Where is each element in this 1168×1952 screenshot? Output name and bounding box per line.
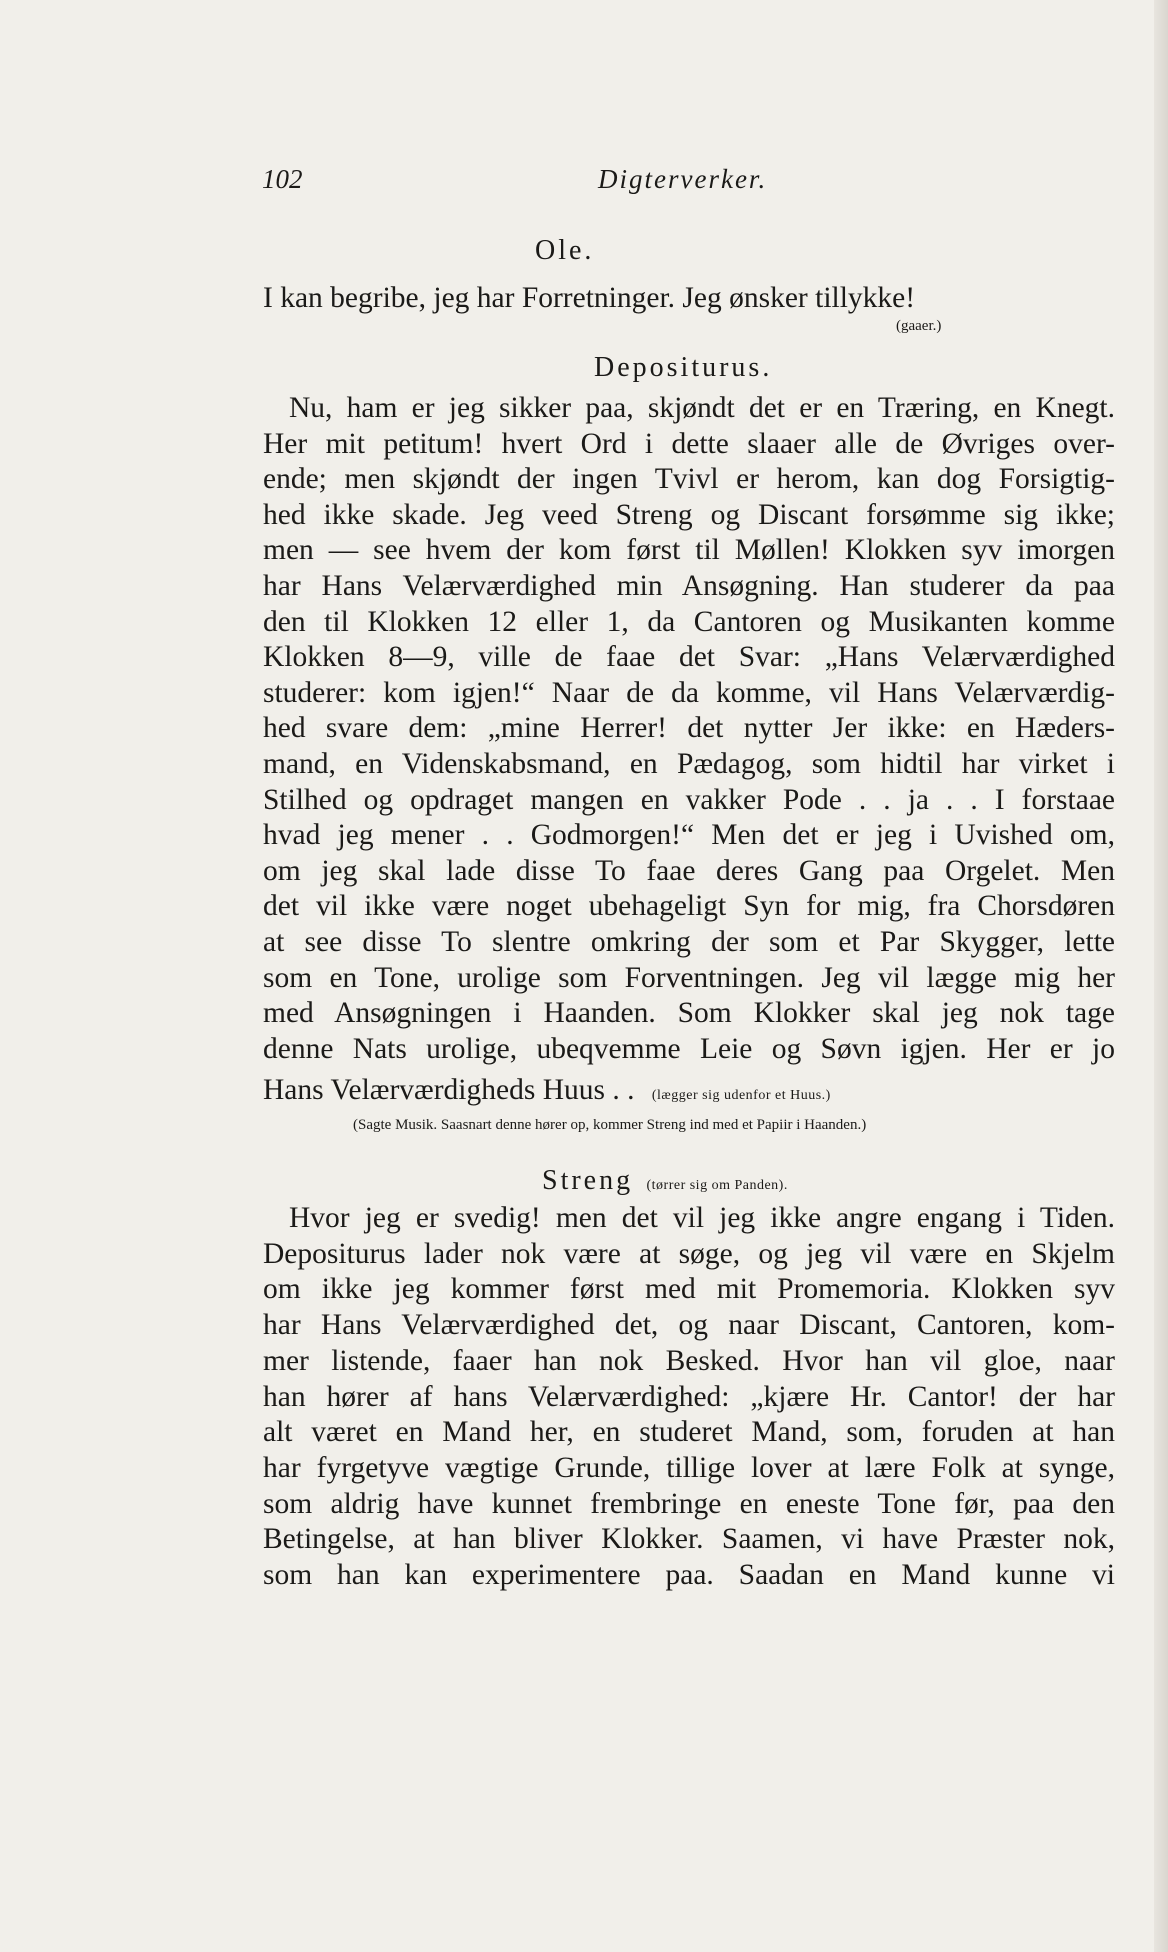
text-line: mand, en Videnskabsmand, en Pædagog, som hidtil har virket i <box>263 748 1115 780</box>
text-line: Hvor jeg er svedig! men det vil jeg ikke angre engang i Tiden. <box>289 1202 1115 1234</box>
text-line: hed svare dem: „mine Herrer! det nytter Jer ikke: en Hæders- <box>263 712 1115 745</box>
text-line: Klokken 8—9, ville de faae det Svar: „Hans Velærværdighed <box>263 641 1115 674</box>
text-line: som han kan experimentere paa. Saadan en Mand kunne vi <box>263 1559 1115 1591</box>
text-line: Stilhed og opdraget mangen en vakker Pode . . ja . . I forstaae <box>263 783 1115 816</box>
running-title: Digterverker. <box>598 164 768 194</box>
speaker-depositurus: Depositurus. <box>594 352 773 383</box>
text-line: Depositurus lader nok være at søge, og jeg vil være en Skjelm <box>263 1237 1115 1270</box>
text-line: hed ikke skade. Jeg veed Streng og Discant forsømme sig ikke; <box>263 498 1115 531</box>
text-line: har Hans Velærværdighed min Ansøgning. Han studerer da paa <box>263 570 1115 602</box>
text-line: studerer: kom igjen!“ Naar de da komme, vil Hans Velærværdig- <box>263 676 1115 709</box>
page-edge <box>1154 0 1168 1952</box>
text-line: har Hans Velærværdighed det, og naar Discant, Cantoren, kom- <box>263 1309 1115 1342</box>
text-line: om ikke jeg kommer først med mit Promemoria. Klokken syv <box>263 1273 1115 1306</box>
text-line: med Ansøgningen i Haanden. Som Klokker skal jeg nok tage <box>263 997 1115 1030</box>
ole-line: I kan begribe, jeg har Forretninger. Jeg ønsker tillykke! <box>263 282 916 314</box>
text-line: at see disse To slentre omkring der som et Par Skygger, lette <box>263 926 1115 958</box>
text-line: som en Tone, urolige som Forventningen. Jeg vil lægge mig her <box>263 961 1115 994</box>
last-line-text: Hans Velærværdigheds Huus . . <box>263 1074 635 1106</box>
text-line: alt været en Mand her, en studeret Mand, som, foruden at han <box>263 1416 1115 1449</box>
text-line: men — see hvem der kom først til Møllen! Klokken syv imorgen <box>263 534 1115 567</box>
speaker-ole: Ole. <box>535 235 595 266</box>
streng-heading <box>542 1162 788 1204</box>
text-line: har fyrgetyve vægtige Grunde, tillige lover at lære Folk at synge, <box>263 1451 1115 1484</box>
text-line: som aldrig have kunnet frembringe en eneste Tone før, paa den <box>263 1487 1115 1520</box>
text-line: Nu, ham er jeg sikker paa, skjøndt det er en Træring, en Knegt. <box>289 392 1115 424</box>
text-line: den til Klokken 12 eller 1, da Cantoren og Musikanten komme <box>263 605 1115 638</box>
text-line: han hører af hans Velærværdighed: „kjære Hr. Cantor! der har <box>263 1380 1115 1413</box>
stage-torrer: (tørrer sig om Panden). <box>646 1178 788 1193</box>
stage-gaaer: (gaaer.) <box>896 318 942 334</box>
text-line: hvad jeg mener . . Godmorgen!“ Men det er jeg i Uvished om, <box>263 819 1115 852</box>
stage-laegger: (lægger sig udenfor et Huus.) <box>651 1088 831 1103</box>
speaker-streng: Streng <box>542 1165 634 1196</box>
page-number: 102 <box>262 164 303 194</box>
text-line: Her mit petitum! hvert Ord i dette slaaer alle de Øvriges over- <box>263 427 1115 460</box>
running-header <box>262 164 782 204</box>
text-line: om jeg skal lade disse To faae deres Gang paa Orgelet. Men <box>263 854 1115 887</box>
text-line: denne Nats urolige, ubeqvemme Leie og Søvn igjen. Her er jo <box>263 1032 1115 1065</box>
text-line: ende; men skjøndt der ingen Tvivl er herom, kan dog Forsigtig- <box>263 463 1115 496</box>
depositurus-last-line <box>263 1072 1115 1114</box>
text-line: mer listende, faaer han nok Besked. Hvor han vil gloe, naar <box>263 1344 1115 1377</box>
text-line: Betingelse, at han bliver Klokker. Saamen, vi have Præster nok, <box>263 1523 1115 1556</box>
text-line: det vil ikke være noget ubehageligt Syn for mig, fra Chorsdøren <box>263 890 1115 923</box>
stage-direction-musik: (Sagte Musik. Saasnart denne hører op, kommer Streng ind med et Papiir i Haanden.) <box>353 1117 867 1133</box>
